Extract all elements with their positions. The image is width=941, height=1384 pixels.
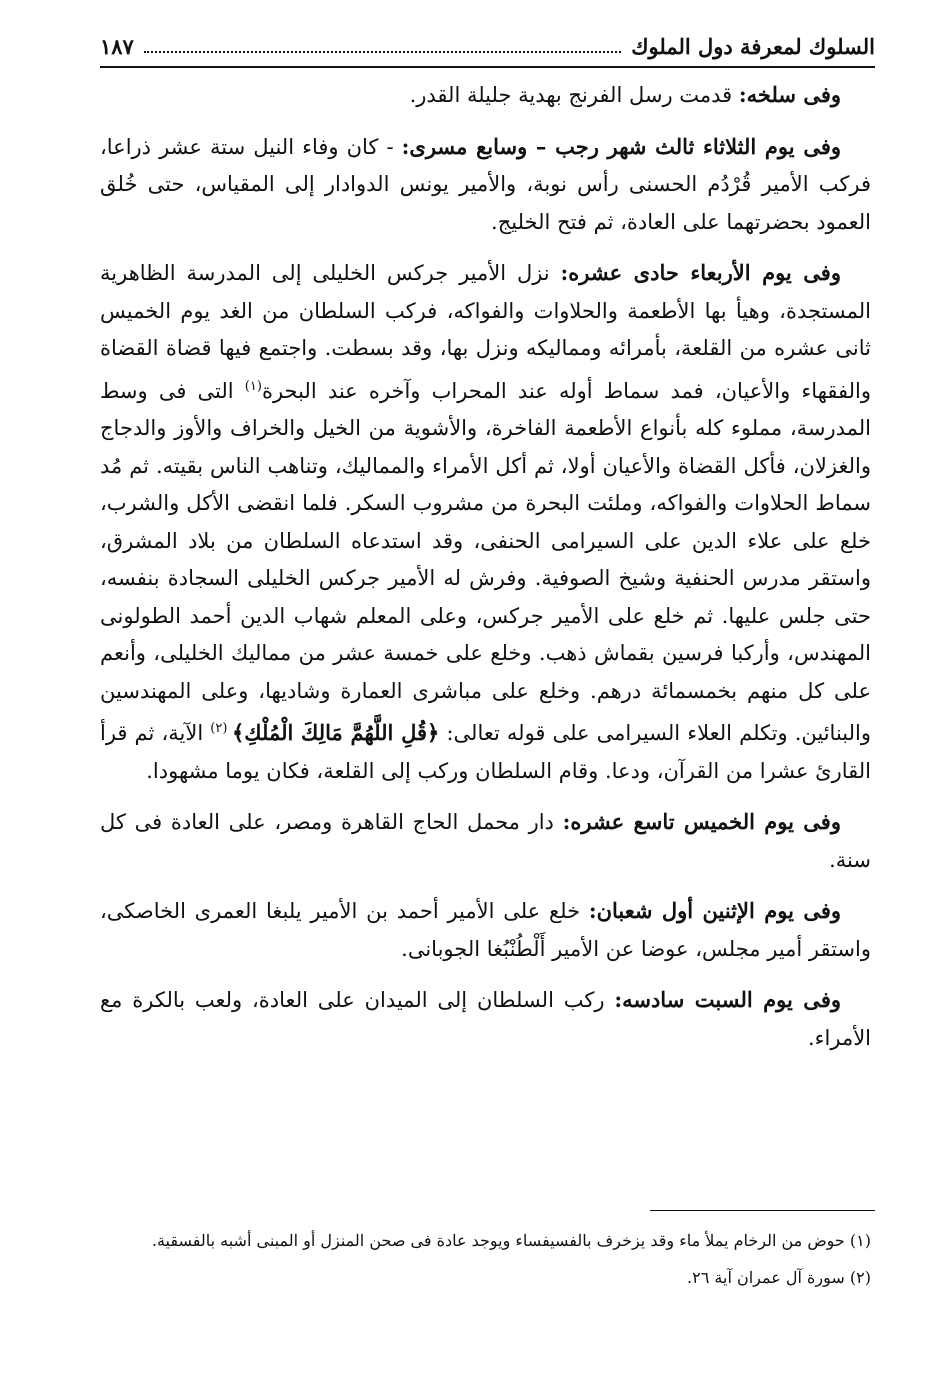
quran-quote: ﴿قُلِ اللَّهُمَّ مَالِكَ الْمُلْكِ﴾ bbox=[231, 720, 440, 745]
paragraph-lead: وفى يوم الثلاثاء ثالث شهر رجب – وسابع مسرى: bbox=[401, 133, 842, 159]
paragraph-wednesday-11th bbox=[100, 254, 871, 790]
book-title: السلوك لمعرفة دول الملوك bbox=[631, 33, 875, 59]
paragraph-text: خلع على الأمير أحمد بن الأمير يلبغا العمرى الخاصكى، واستقر أمير مجلس، عوضا عن الأمير أَلْطُنْبُغا الجوبانى. bbox=[100, 899, 871, 961]
paragraph-text: دار محمل الحاج القاهرة ومصر، على العادة فى كل سنة. bbox=[100, 810, 871, 872]
main-text bbox=[100, 76, 871, 1070]
paragraph-thursday-19th bbox=[100, 803, 871, 879]
paragraph-lead: وفى يوم الإثنين أول شعبان: bbox=[588, 898, 842, 923]
paragraph-monday-shaban bbox=[100, 892, 871, 968]
paragraph-lead: وفى يوم السبت سادسه: bbox=[614, 987, 841, 1012]
footnotes bbox=[100, 1226, 871, 1300]
paragraph-salkh bbox=[100, 76, 871, 115]
paragraph-lead: وفى سلخه: bbox=[738, 82, 841, 107]
footnote-ref-1: (١) bbox=[244, 378, 262, 394]
paragraph-lead: وفى يوم الأربعاء حادى عشره: bbox=[560, 260, 841, 285]
running-header bbox=[100, 26, 875, 68]
header-leader-dots bbox=[144, 39, 621, 53]
paragraph-text: ركب السلطان إلى الميدان على العادة، ولعب بالكرة مع الأمراء. bbox=[100, 988, 871, 1050]
paragraph-text: - كان وفاء النيل ستة عشر ذراعا، فركب الأمير قُرْدُم الحسنى رأس نوبة، والأمير يونس الدوادار إلى المقياس، حتى خُلق العمود بحضرتهما على العادة، ثم فتح الخليج. bbox=[100, 134, 871, 234]
paragraph-text: نزل الأمير جركس الخليلى إلى المدرسة الظاهرية المستجدة، وهيأ بها الأطعمة والحلاوات والفواكه، فركب السلطان من الغد يوم الخميس ثانى عشره من القلعة، بأمرائه ومماليكه ونزل بها، وقد بسطت. واجتمع فيها قضاة القضاة والفقهاء والأعيان، فمد سماط أوله عند المحراب وآخره عند البحرة bbox=[100, 261, 871, 403]
footnote-2: (٢) سورة آل عمران آية ٢٦. bbox=[687, 1268, 871, 1287]
paragraph-tuesday-rajab bbox=[100, 128, 871, 242]
paragraph-text: قدمت رسل الفرنج بهدية جليلة القدر. bbox=[409, 83, 739, 107]
page-number: ١٨٧ bbox=[100, 33, 134, 59]
paragraph-saturday-6th bbox=[100, 981, 871, 1057]
paragraph-lead: وفى يوم الخميس تاسع عشره: bbox=[562, 809, 841, 834]
footnote-separator bbox=[650, 1210, 875, 1211]
paragraph-text-end: الآية، ثم قرأ القارئ عشرا من القرآن، ودعا. وقام السلطان وركب إلى القلعة، فكان يوما مشهودا. bbox=[100, 721, 871, 783]
paragraph-text-continued: التى فى وسط المدرسة، مملوء كله بأنواع الأطعمة الفاخرة، والأشوية من الخيل والخراف والأوز والدجاج والغزلان، فأكل القضاة والأعيان أولا، ثم أكل الأمراء والمماليك، وتناهب الناس بقيته. ثم مُد سماط الحلاوات والفواكه، وملئت البحرة من مشروب السكر. فلما انقضى الأكل والشرب، خلع على علاء الدين على السيرامى الحنفى، وقد استدعاه السلطان من بلاد المشرق، واستقر مدرس الحنفية وشيخ الصوفية. وفرش له الأمير جركس الخليلى السجادة بنفسه، حتى جلس عليها. ثم خلع على الأمير جركس، وعلى المعلم شهاب الدين أحمد الطولونى المهندس، وأركبا فرسين بقماش ذهب. وخلع على خمسة عشر من مماليك الخليلى، وأنعم على كل منهم بخمسمائة درهم. وخلع على مباشرى العمارة وشاديها، وعلى المهندسين والبنائين. وتكلم العلاء السيرامى على قوله تعالى: bbox=[100, 378, 871, 745]
footnote-ref-2: (٢) bbox=[210, 721, 232, 736]
footnote-1: (١) حوض من الرخام يملأ ماء وقد يزخرف بالفسيفساء ويوجد عادة فى صحن المنزل أو المبنى أشبه بالفسقية. bbox=[151, 1231, 871, 1250]
